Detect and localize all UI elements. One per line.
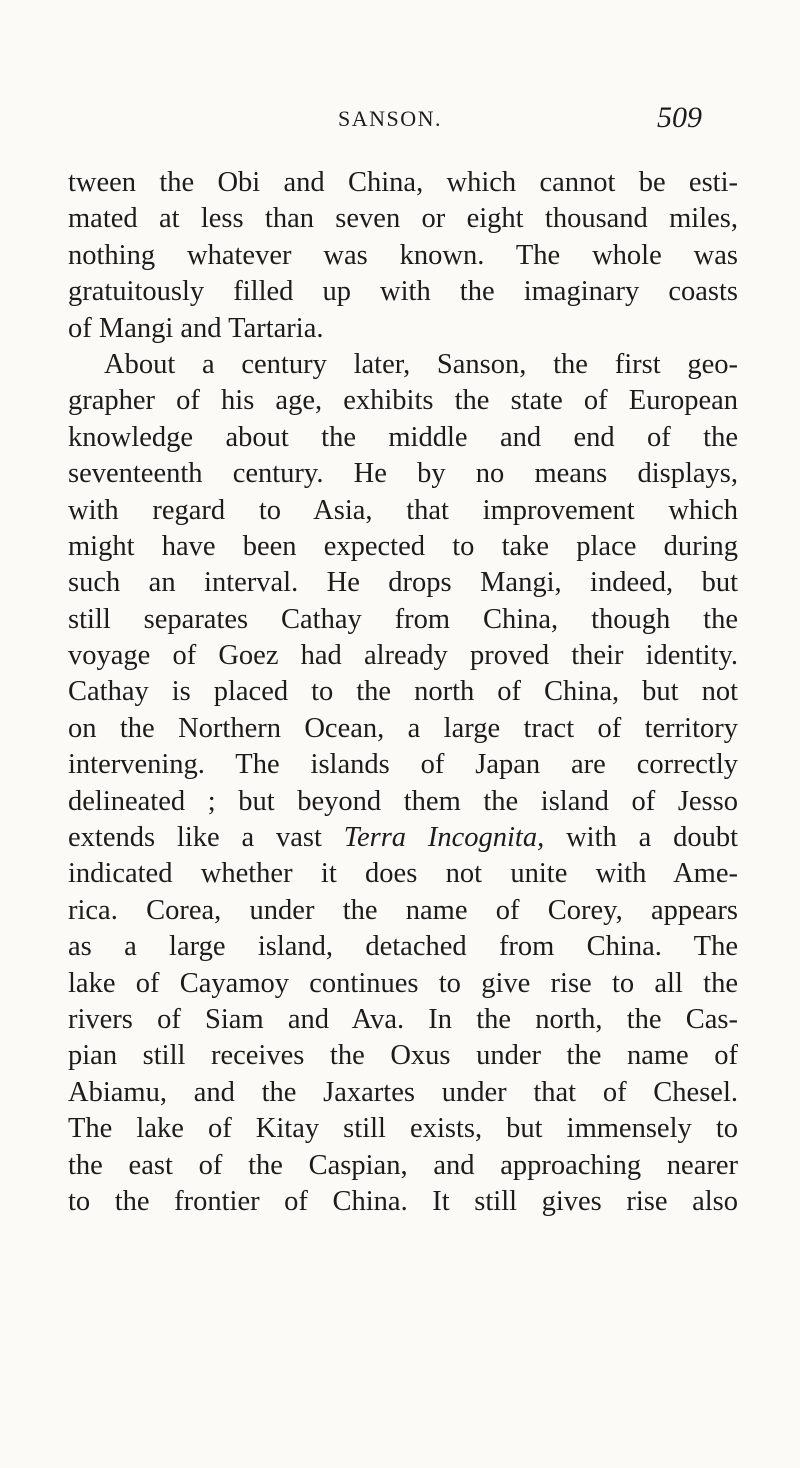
text-line: as a large island, detached from China. The: [68, 931, 738, 963]
text-line: Cathay is placed to the north of China, but not: [68, 676, 738, 708]
text-line: delineated ; but beyond them the island of Jesso: [68, 785, 738, 817]
text-line-with-italic: [68, 820, 738, 856]
text-line: of Mangi and Tartaria.: [68, 312, 324, 344]
text-line: to the frontier of China. It still gives rise also: [68, 1185, 738, 1217]
text-line: such an interval. He drops Mangi, indeed, but: [68, 567, 738, 599]
text-line: gratuitously filled up with the imaginary coasts: [68, 276, 738, 308]
text-segment: extends like a vast: [68, 822, 322, 854]
text-line: grapher of his age, exhibits the state of European: [68, 385, 738, 417]
text-line: knowledge about the middle and end of the: [68, 421, 738, 453]
italic-phrase: Terra Incognita,: [343, 822, 545, 854]
text-line: rivers of Siam and Ava. In the north, the Cas-: [68, 1003, 738, 1035]
text-line: mated at less than seven or eight thousand miles,: [68, 203, 738, 235]
text-line: the east of the Caspian, and approaching nearer: [68, 1149, 738, 1181]
text-line: voyage of Goez had already proved their identity.: [68, 640, 738, 672]
text-line: still separates Cathay from China, though the: [68, 603, 738, 635]
text-line: might have been expected to take place during: [68, 530, 738, 562]
page-number: 509: [657, 101, 702, 134]
text-line: rica. Corea, under the name of Corey, appears: [68, 894, 738, 926]
text-segment: with a doubt: [566, 822, 738, 854]
text-line: The lake of Kitay still exists, but immensely to: [68, 1113, 738, 1145]
text-line: About a century later, Sanson, the first geo-: [104, 348, 738, 380]
text-line: Abiamu, and the Jaxartes under that of Chesel.: [68, 1076, 738, 1108]
text-line: tween the Obi and China, which cannot be esti-: [68, 167, 738, 198]
text-line: pian still receives the Oxus under the name of: [68, 1040, 738, 1072]
running-title: SANSON.: [338, 106, 443, 131]
text-line: on the Northern Ocean, a large tract of territory: [68, 712, 738, 744]
text-line: with regard to Asia, that improvement which: [68, 494, 738, 526]
text-line: indicated whether it does not unite with Ame-: [68, 858, 738, 890]
text-line: seventeenth century. He by no means displays,: [68, 458, 738, 490]
text-line: nothing whatever was known. The whole was: [68, 239, 738, 271]
body-text: [68, 165, 738, 1220]
text-line: lake of Cayamoy continues to give rise to all the: [68, 967, 738, 999]
text-line: intervening. The islands of Japan are correctly: [68, 749, 738, 781]
